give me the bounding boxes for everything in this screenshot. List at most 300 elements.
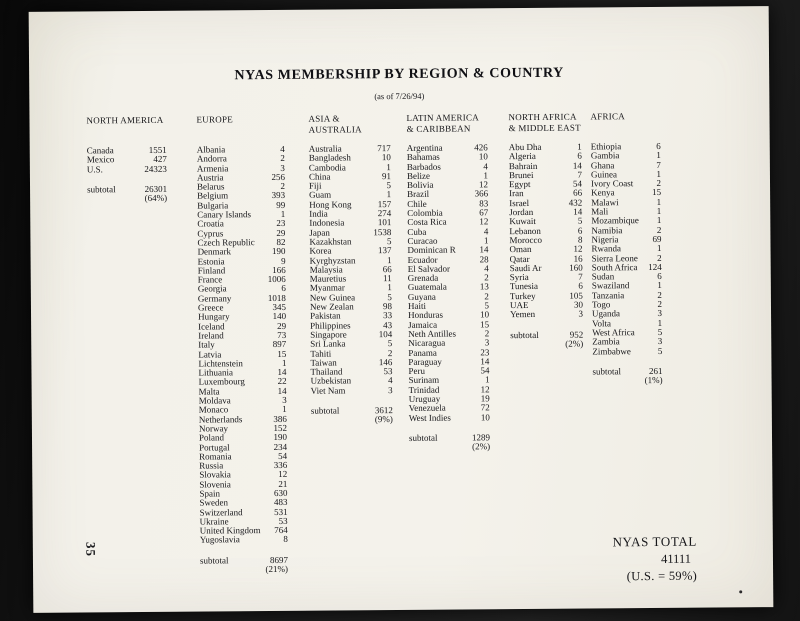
country-row-label: Nicaragua	[408, 337, 446, 349]
subtotal-percent-row	[311, 415, 393, 425]
country-row-label: Uruguay	[408, 393, 441, 404]
country-row-label: Philippines	[310, 320, 351, 331]
country-row-label: Kenya	[591, 187, 615, 198]
subtotal-percent-row	[87, 194, 167, 204]
country-row-value: 4	[483, 225, 489, 237]
country-row-value: 2	[387, 347, 393, 358]
country-row-label: Colombia	[407, 207, 443, 219]
country-row-label: Honduras	[408, 310, 444, 321]
country-row-label: Fiji	[308, 180, 322, 191]
region-header	[406, 112, 487, 144]
country-row-value: 897	[272, 339, 287, 350]
country-row-value: 2	[656, 224, 662, 235]
country-row-label: Armenia	[196, 162, 229, 174]
country-row-label: U.S.	[86, 163, 103, 175]
country-row-label: Ivory Coast	[590, 178, 634, 189]
country-row-value: 157	[377, 198, 392, 209]
total-block	[585, 534, 697, 585]
country-row-value: 2	[657, 298, 663, 310]
country-row-value: 5	[386, 180, 392, 191]
country-row-value: 124	[648, 261, 662, 272]
subtotal-block	[311, 406, 393, 425]
country-row-label: Turkey	[509, 290, 536, 301]
country-row-value: 6	[656, 140, 661, 151]
country-row-value: 1	[657, 280, 662, 291]
country-row-label: Morocco	[509, 234, 542, 246]
country-row-value: 3	[657, 308, 663, 319]
country-row-label: Sierra Leone	[591, 252, 638, 264]
country-row-label: Jordan	[509, 207, 534, 218]
country-row-value: 73	[277, 329, 287, 340]
country-row-label: Georgia	[197, 283, 227, 295]
country-row-value: 2	[280, 153, 285, 164]
subtotal-row-value: 952	[569, 329, 584, 340]
country-row-label: Bulgaria	[197, 200, 229, 211]
subtotal-block	[510, 330, 583, 349]
total-label: NYAS TOTAL	[612, 533, 697, 550]
country-row-label: Guyana	[407, 291, 436, 302]
country-row-label: China	[308, 171, 331, 182]
subtotal-row-value: 1289	[471, 432, 491, 443]
country-row-value: 1	[280, 208, 286, 220]
country-row-value: 1551	[148, 144, 167, 155]
country-row-value: 6	[657, 271, 662, 282]
subtotal-block	[409, 433, 490, 452]
country-row-label: Uganda	[592, 308, 621, 319]
page-number: 35	[83, 541, 99, 558]
country-row-label: France	[197, 274, 223, 285]
country-row-label: Haiti	[407, 300, 427, 311]
country-row-value: 1	[656, 206, 662, 217]
country-row-value: 1	[282, 404, 287, 415]
region-header-line: & MIDDLE EAST	[508, 122, 581, 134]
country-row-label: Algeria	[508, 151, 536, 162]
country-row-label: Pakistan	[310, 310, 341, 322]
country-row-label: Argentina	[406, 142, 443, 153]
subtotal-percent-row	[510, 340, 583, 350]
country-row-value: 2	[484, 272, 489, 283]
country-row-label: Yugoslavia	[199, 534, 240, 546]
subtotal-row-label: subtotal	[408, 432, 438, 443]
country-row-label: Estonia	[197, 255, 225, 267]
country-row-label: Canada	[86, 145, 114, 156]
country-row-value: 1	[656, 243, 662, 254]
country-row-label: Netherlands	[198, 413, 243, 425]
country-row-value: 4	[483, 160, 488, 171]
country-row-label: Andorra	[196, 153, 227, 164]
country-row-value: 1	[656, 150, 661, 161]
country-row-value: 29	[276, 227, 286, 238]
country-row-value: 24323	[144, 163, 167, 174]
country-row-value: 160	[569, 262, 583, 273]
country-list	[197, 145, 288, 545]
country-row-label: Denmark	[197, 246, 232, 257]
country-row-value: 54	[278, 450, 288, 461]
country-row-label: Dominican R	[407, 244, 456, 256]
country-row-value: 11	[383, 273, 392, 284]
country-row-value: 14	[480, 356, 490, 367]
subtotal-percent-row-value: (1%)	[644, 375, 663, 386]
country-row-label: Luxembourg	[198, 376, 245, 388]
scan-speck	[739, 590, 742, 593]
country-row-value: 146	[378, 356, 393, 368]
country-row-label: Moldava	[198, 395, 231, 406]
country-row-value: 29	[277, 320, 287, 331]
country-row-label: Egypt	[508, 179, 531, 190]
country-row-value: 2	[484, 328, 490, 339]
country-row-label: Austria	[196, 172, 224, 183]
country-row-label: Syria	[509, 272, 529, 283]
country-row-value: 717	[377, 143, 391, 154]
country-row-label: New Zealan	[309, 301, 354, 312]
country-row	[409, 413, 490, 423]
country-row-value: 140	[272, 311, 287, 322]
country-row-value: 53	[383, 366, 393, 377]
country-row-value: 3	[388, 384, 393, 395]
region-column	[86, 115, 167, 204]
country-row-value: 14	[479, 244, 489, 255]
paper	[29, 6, 774, 613]
country-row-label: Thailand	[310, 366, 343, 377]
country-row-value: 1	[281, 357, 287, 368]
region-header-line: NORTH AMERICA	[86, 114, 164, 126]
subtotal-row-value: 3612	[374, 405, 393, 416]
country-row-label: Jamaica	[408, 319, 438, 330]
country-row-value: 1	[657, 317, 663, 328]
country-row-label: Israel	[509, 197, 530, 208]
subtotal-row-value: 8697	[269, 554, 289, 565]
country-row-label: Curacao	[407, 235, 438, 246]
country-row-label: Trinidad	[408, 384, 440, 395]
subtotal-percent-row-value: (64%)	[144, 193, 168, 204]
country-row-value: 8	[577, 234, 583, 245]
country-row-value: 66	[573, 188, 583, 199]
subtotal-block	[87, 185, 167, 204]
country-row-label: Kuwait	[509, 216, 536, 227]
country-row-value: 1	[387, 282, 392, 293]
country-row-value: 15	[277, 348, 287, 359]
region-header-line: AFRICA	[590, 111, 626, 122]
country-row-label: West Indies	[408, 412, 451, 423]
country-row-value: 432	[568, 197, 583, 208]
country-row-label: Hungary	[198, 311, 230, 322]
country-row-value: 10	[381, 152, 391, 163]
country-row	[592, 346, 662, 356]
country-row-label: Croatia	[197, 218, 224, 229]
country-row-value: 274	[377, 208, 392, 219]
country-row-value: 1	[656, 215, 662, 226]
country-row-value: 5	[484, 300, 490, 311]
country-row-value: 427	[153, 154, 167, 165]
country-row-value: 13	[479, 281, 489, 292]
country-list	[509, 143, 583, 320]
country-row-label: Malawi	[591, 197, 619, 208]
country-row-value: 21	[278, 478, 288, 489]
country-row-value: 2	[656, 178, 662, 189]
country-row-value: 105	[569, 290, 583, 301]
country-row-value: 1	[577, 141, 582, 152]
country-row-value: 83	[479, 198, 489, 209]
country-row-value: 1	[656, 168, 661, 179]
country-row-label: Oman	[509, 244, 532, 255]
country-row-label: Viet Nam	[310, 385, 346, 396]
country-row-value: 3	[657, 336, 663, 347]
country-row-value: 234	[273, 441, 288, 452]
country-row-label: New Guinea	[309, 292, 356, 303]
subtotal-percent-row	[409, 443, 490, 453]
subtotal-percent-row	[200, 565, 288, 575]
subtotal-row-label: subtotal	[310, 405, 340, 416]
country-row-label: Monaco	[198, 404, 229, 415]
country-row-label: Surinam	[408, 375, 440, 386]
country-row-value: 531	[274, 506, 288, 517]
country-row-value: 1	[387, 254, 392, 265]
country-row-value: 6	[577, 150, 582, 161]
country-row-value: 256	[271, 171, 285, 182]
country-row-label: Guam	[309, 190, 332, 201]
country-row-value: 91	[381, 170, 391, 182]
country-row-value: 426	[474, 142, 488, 153]
country-row-label: Kazakhstan	[309, 236, 352, 247]
country-row-value: 7	[656, 159, 661, 170]
country-row-value: 1538	[373, 226, 392, 237]
country-row-value: 190	[273, 432, 288, 443]
country-row-label: Iceland	[198, 321, 225, 332]
country-row	[87, 164, 167, 174]
country-row-label: Cyprus	[197, 228, 224, 239]
country-row-value: 393	[271, 190, 286, 201]
subtotal-percent-row-value: (2%)	[565, 338, 584, 349]
country-row-label: Panama	[408, 347, 437, 358]
region-column	[508, 112, 583, 350]
page-title: NYAS MEMBERSHIP BY REGION & COUNTRY	[234, 65, 564, 84]
country-row-label: UAE	[509, 300, 529, 311]
country-row-label: Peru	[408, 365, 426, 377]
country-row-value: 14	[573, 206, 583, 217]
country-row-label: Brazil	[407, 189, 430, 200]
country-row-label: United Kingdom	[199, 525, 261, 536]
country-row-label: Norway	[198, 423, 228, 434]
country-row-label: Venezuela	[408, 402, 446, 414]
country-row-value: 14	[277, 367, 287, 378]
country-row-label: Russia	[199, 460, 224, 471]
country-row-label: Slovenia	[199, 479, 231, 490]
country-row-label: Switzerland	[199, 506, 243, 518]
country-row-label: Kyrghyzstan	[309, 254, 356, 266]
country-row-label: Bangladesh	[308, 152, 351, 164]
country-row-label: Tahiti	[310, 348, 332, 359]
country-row-label: Neth Antilles	[408, 328, 456, 339]
country-row-label: Volta	[592, 317, 611, 329]
country-row-label: Spain	[199, 488, 220, 499]
country-row-label: Albania	[196, 144, 226, 155]
country-row-value: 54	[572, 178, 583, 189]
region-header-line: ASIA & AUSTRALIA	[308, 113, 362, 135]
country-row-value: 54	[480, 365, 490, 376]
country-row-label: Hong Kong	[309, 199, 352, 210]
country-row-label: Czech Republic	[197, 237, 255, 248]
subtotal-row-label: subtotal	[510, 329, 539, 340]
country-row-label: Sri Lanka	[310, 338, 346, 349]
country-row-label: Canary Islands	[197, 209, 252, 220]
country-row-value: 43	[383, 319, 393, 330]
country-row-label: Japan	[309, 227, 330, 238]
country-row-label: West Africa	[592, 327, 635, 338]
subtotal-block	[200, 556, 288, 575]
country-row-value: 3	[282, 394, 287, 405]
country-row-label: Gambia	[590, 150, 620, 161]
subtotal-row-label: subtotal	[199, 555, 229, 566]
country-row-value: 28	[479, 253, 489, 264]
country-row-label: Romania	[199, 451, 232, 462]
country-row-value: 67	[479, 207, 489, 218]
country-row-value: 3	[280, 162, 285, 173]
country-row-label: South Africa	[591, 262, 638, 273]
country-row-label: Latvia	[198, 348, 222, 360]
region-header	[308, 113, 390, 145]
country-row-value: 6	[578, 281, 583, 292]
country-row-value: 5	[577, 215, 583, 226]
country-row-value: 99	[276, 199, 286, 210]
country-row-value: 8	[283, 534, 288, 545]
region-header	[590, 111, 660, 143]
country-row-label: Sudan	[591, 271, 615, 282]
country-row-value: 166	[272, 264, 286, 275]
region-column	[406, 112, 490, 452]
subtotal-row-label: subtotal	[87, 184, 116, 195]
country-row-value: 12	[478, 179, 489, 190]
country-row-label: El Salvador	[407, 263, 450, 274]
country-row-label: Guatemala	[407, 282, 447, 293]
subtotal-row-value: 261	[648, 365, 663, 376]
country-row-label: Portugal	[199, 441, 230, 453]
country-row-value: 98	[382, 301, 393, 312]
country-row-label: Saudi Ar	[509, 262, 542, 274]
country-row-value: 2	[484, 291, 489, 302]
country-row-label: Bahamas	[406, 151, 440, 163]
country-row-value: 6	[577, 225, 583, 236]
region-header-line: LATIN AMERICA	[406, 112, 480, 123]
region-column	[196, 114, 288, 575]
subtotal-percent-row-value: (21%)	[265, 563, 289, 575]
country-row-value: 15	[480, 318, 490, 330]
country-list	[87, 146, 167, 175]
country-row-value: 104	[378, 329, 393, 340]
country-row-label: Tunesia	[509, 281, 539, 292]
country-row-value: 3	[484, 337, 490, 348]
country-row-value: 30	[573, 299, 584, 310]
country-row-label: Mexico	[86, 154, 115, 165]
page-subtitle: (as of 7/26/94)	[374, 90, 425, 102]
country-row-label: Belarus	[196, 181, 225, 192]
country-row-label: Germany	[197, 293, 232, 304]
country-row-label: Cuba	[407, 226, 427, 237]
country-row-label: Italy	[198, 339, 215, 350]
country-row-value: 12	[278, 469, 288, 480]
country-row-label: Singapore	[310, 329, 347, 340]
country-row-label: Ukraine	[199, 516, 229, 527]
country-row-value: 1	[483, 170, 488, 181]
country-row-value: 23	[480, 346, 490, 357]
country-row-label: Belgium	[197, 190, 229, 202]
country-row-value: 15	[652, 187, 662, 198]
country-row-label: Indonesia	[309, 217, 345, 229]
subtotal-block	[592, 367, 662, 386]
country-row-value: 345	[272, 301, 287, 313]
country-row-value: 1	[483, 235, 489, 246]
country-row-label: Greece	[197, 302, 224, 313]
country-row	[200, 535, 288, 545]
country-row-value: 764	[274, 525, 288, 536]
country-row-value: 33	[383, 310, 393, 321]
country-row-value: 1	[386, 161, 391, 172]
country-row-label: Poland	[198, 432, 225, 443]
country-row-label: Myanmar	[309, 282, 345, 294]
country-row-value: 152	[273, 422, 287, 433]
country-row-label: Bolivia	[406, 179, 434, 191]
country-row-label: Finland	[197, 265, 226, 276]
subtotal-row-value: 26301	[144, 183, 168, 194]
country-row-value: 10	[478, 151, 488, 162]
country-row-value: 336	[273, 459, 288, 471]
country-row-value: 4	[484, 263, 489, 274]
region-header	[196, 114, 284, 146]
membership-table	[29, 6, 774, 613]
country-row-value: 5	[657, 345, 663, 356]
country-row-value: 10	[480, 411, 490, 422]
country-row-value: 14	[572, 160, 582, 171]
country-row-value: 6	[281, 283, 286, 294]
country-row-value: 4	[388, 375, 393, 386]
total-note: (U.S. = 59%)	[626, 568, 698, 584]
country-row-value: 483	[273, 497, 288, 508]
country-row-label: Togo	[591, 299, 611, 310]
country-row-label: Tanzania	[591, 289, 625, 301]
country-row-value: 7	[578, 271, 583, 282]
country-row-label: Lichtenstein	[198, 358, 243, 369]
country-row-value: 5	[387, 291, 392, 302]
country-row-label: Mali	[591, 206, 609, 217]
country-row-value: 53	[278, 515, 288, 526]
country-row-label: Yemen	[510, 309, 536, 320]
country-row-value: 69	[652, 233, 662, 244]
country-row-label: Mauretius	[309, 273, 347, 284]
country-row-label: Lebanon	[509, 225, 541, 236]
country-row-label: Malta	[198, 386, 220, 397]
country-row-value: 12	[480, 384, 490, 395]
country-row-value: 82	[276, 236, 286, 247]
country-row-label: Iran	[509, 188, 524, 199]
country-row-value: 16	[573, 253, 583, 264]
country-row-value: 3	[578, 308, 584, 319]
country-row-label: Swaziland	[591, 280, 630, 291]
country-row-label: Cambodia	[308, 162, 346, 173]
country-row-value: 630	[273, 487, 288, 498]
country-row-label: Brunei	[508, 169, 534, 181]
region-header	[508, 112, 581, 144]
subtotal-percent-row-value: (9%)	[374, 414, 393, 425]
country-row	[311, 386, 393, 396]
region-header-line: EUROPE	[196, 114, 234, 125]
country-row-value: 2	[657, 252, 662, 263]
country-row-value: 5	[387, 338, 393, 349]
country-row-label: Ecuador	[407, 254, 438, 265]
country-row-label: Lithuania	[198, 367, 234, 378]
region-header-line: & CARIBBEAN	[406, 123, 471, 134]
country-row-value: 366	[474, 188, 489, 199]
country-row-value: 22	[277, 376, 287, 387]
country-row-value: 1	[485, 374, 490, 385]
